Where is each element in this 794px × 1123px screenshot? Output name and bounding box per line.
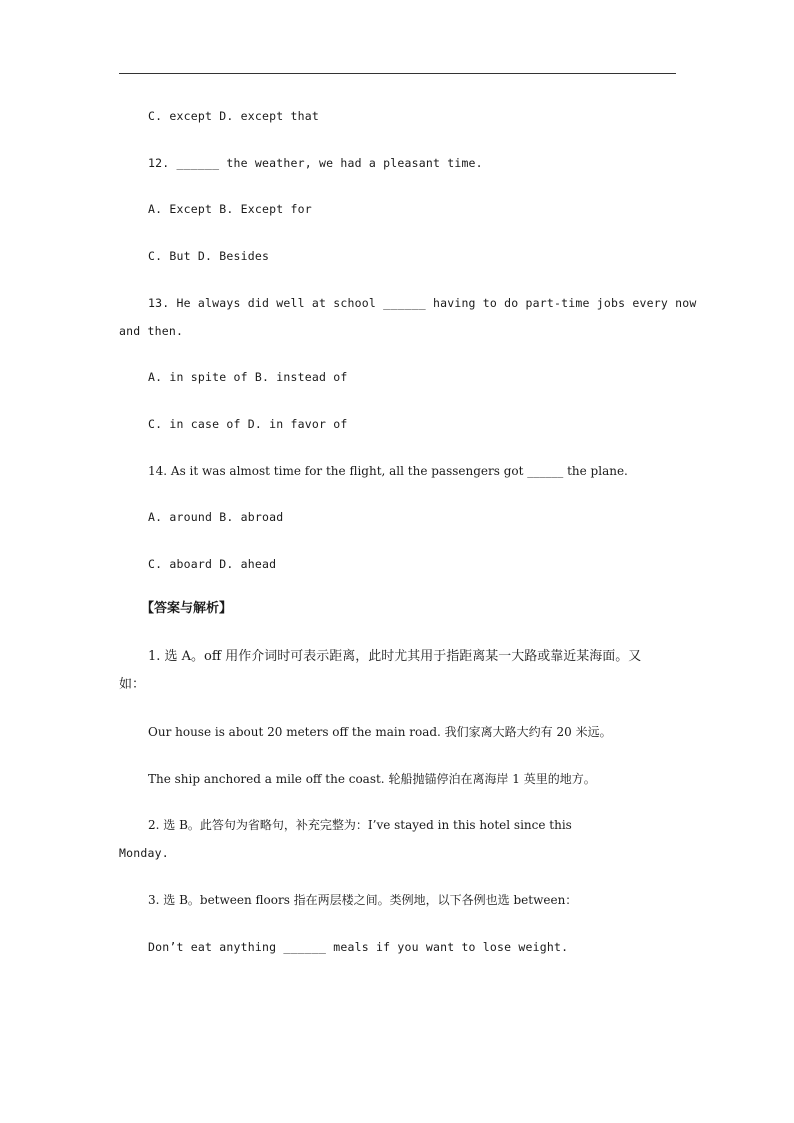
answer-2-continued: Monday. xyxy=(119,846,169,860)
question-13-continued: and then. xyxy=(119,324,184,338)
answer-1: 1. 选 A。off 用作介词时可表示距离，此时尤其用于指距离某一大路或靠近某海面。又 xyxy=(148,649,642,664)
option-line: C. in case of D. in favor of xyxy=(148,417,348,431)
question-14: 14. As it was almost time for the flight, all the passengers got ______ the plane. xyxy=(148,464,628,478)
question-12: 12. ______ the weather, we had a pleasant time. xyxy=(148,156,483,170)
option-line: C. But D. Besides xyxy=(148,249,270,263)
example-sentence: Our house is about 20 meters off the main road. 我们家离大路大约有 20 米远。 xyxy=(148,725,612,739)
option-line: A. around B. abroad xyxy=(148,510,284,524)
option-line: C. aboard D. ahead xyxy=(148,557,277,571)
option-line: C. except D. except that xyxy=(148,109,319,123)
answer-3: 3. 选 B。between floors 指在两层楼之间。类例地，以下各例也选 between： xyxy=(148,893,578,907)
option-line: A. in spite of B. instead of xyxy=(148,370,348,384)
answer-heading: 【答案与解析】 xyxy=(141,601,233,616)
example-sentence: The ship anchored a mile off the coast. 轮船抛锚停泊在离海岸 1 英里的地方。 xyxy=(148,772,596,786)
option-line: A. Except B. Except for xyxy=(148,202,312,216)
question-13: 13. He always did well at school ______ having to do part-time jobs every now xyxy=(148,296,697,310)
example-sentence: Don’t eat anything ______ meals if you want to lose weight. xyxy=(148,940,569,954)
answer-2: 2. 选 B。此答句为省略句，补充完整为：I’ve stayed in this hotel since this xyxy=(148,818,572,832)
header-rule xyxy=(119,73,676,74)
answer-1-continued: 如： xyxy=(119,677,146,692)
